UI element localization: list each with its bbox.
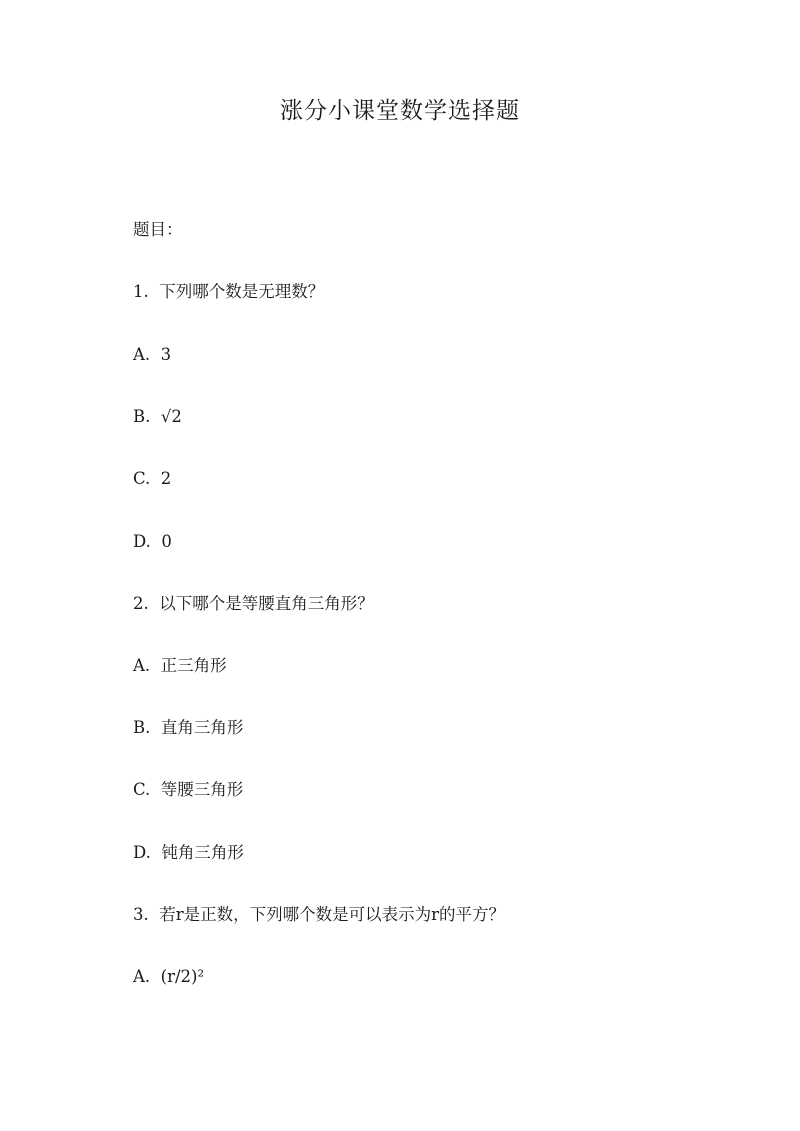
- question-2-option-b: B. 直角三角形: [133, 718, 244, 737]
- question-2-option-c: C. 等腰三角形: [133, 780, 244, 799]
- question-1-option-a: A. 3: [133, 345, 172, 364]
- question-1-text: 1. 下列哪个数是无理数？: [133, 282, 325, 301]
- question-3-option-a: A. (r/2)²: [133, 967, 205, 986]
- page-title: 涨分小课堂数学选择题: [280, 98, 520, 124]
- question-1-option-b: B. √2: [133, 407, 182, 426]
- question-1-option-d: D. 0: [133, 532, 172, 551]
- question-2-option-d: D. 钝角三角形: [133, 843, 244, 862]
- question-2-text: 2. 以下哪个是等腰直角三角形？: [133, 594, 374, 613]
- question-3-text: 3. 若r是正数，下列哪个数是可以表示为r的平方？: [133, 905, 506, 924]
- question-2-option-a: A. 正三角形: [133, 656, 227, 675]
- question-1-option-c: C. 2: [133, 469, 172, 488]
- questions-heading: 题目：: [133, 220, 183, 239]
